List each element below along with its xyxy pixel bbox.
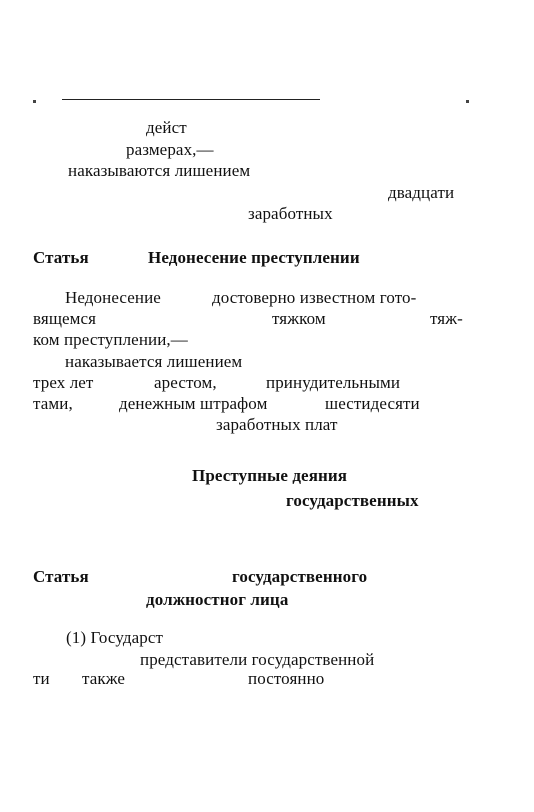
chapter-title: Преступные деяния — [192, 466, 348, 485]
text-line: Недонесение — [65, 288, 161, 307]
scan-mark — [33, 100, 36, 103]
article-heading-label: Статья — [33, 248, 89, 267]
text-line: тяж- — [430, 309, 463, 328]
text-line: достоверно известном гото- — [212, 288, 417, 307]
chapter-title: государственных — [286, 491, 419, 510]
scan-mark — [466, 100, 469, 103]
article-heading-title: должностног лица — [146, 590, 289, 609]
text-line: размерах,— — [126, 140, 214, 159]
text-line: ти — [33, 669, 50, 688]
text-line: постоянно — [248, 669, 325, 688]
footnote-rule — [62, 99, 320, 100]
text-line: также — [82, 669, 126, 688]
text-line: вящемся — [33, 309, 97, 328]
text-line: тами, — [33, 394, 73, 413]
article-heading-title: Недонесение преступлении — [148, 248, 360, 267]
article-heading-label: Статья — [33, 567, 89, 586]
text-line: дейст — [146, 118, 187, 137]
text-line: принудительными — [266, 373, 401, 392]
text-line: двадцати — [388, 183, 455, 202]
text-line: арестом, — [154, 373, 217, 392]
text-line: представители государственной — [140, 650, 375, 669]
text-line: наказываются лишением — [68, 161, 251, 180]
text-line: заработных плат — [216, 415, 338, 434]
text-line: тяжком — [272, 309, 326, 328]
text-line: заработных — [248, 204, 333, 223]
text-line: трех лет — [33, 373, 94, 392]
text-line: ком преступлении,— — [33, 330, 188, 349]
text-line: наказывается лишением — [65, 352, 243, 371]
article-heading-title: государственного — [232, 567, 368, 586]
text-line: денежным штрафом — [119, 394, 268, 413]
text-line: шестидесяти — [325, 394, 420, 413]
text-line: (1) Государст — [66, 628, 164, 647]
